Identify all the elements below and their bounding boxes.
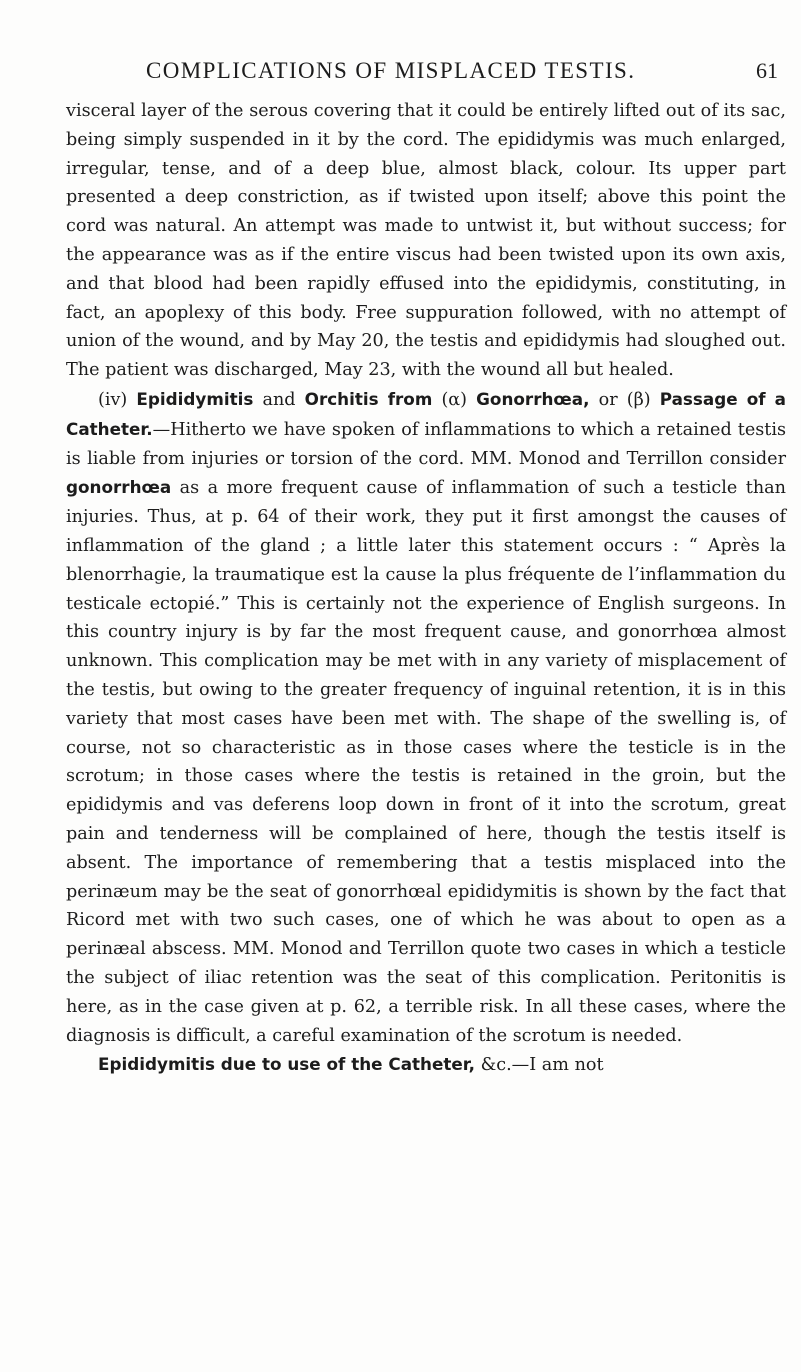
- body-text: [66, 97, 786, 1080]
- paragraph-text: —I am not: [511, 1055, 604, 1076]
- paragraph-continuation: [66, 97, 786, 385]
- heading-part: Orchitis from: [304, 388, 433, 409]
- heading-joiner: or: [598, 389, 618, 410]
- page-number: 61: [756, 58, 778, 83]
- paragraph-text: visceral layer of the serous covering that it could be entirely lifted out of its sac, being simply suspended in it by the cord. The epididymis was much enlarged, irregular, tense, and of a deep blue, almost black, colour. Its upper part presented a deep constriction, as if twisted upon itself; above this point the cord was natural. An attempt was made to untwist it, but without success; for the appearance was as if the entire viscus had been twisted upon its own axis, and that blood had been rapidly effused into the epididymis, constituting, in fact, an apoplexy of this body. Free suppuration followed, with no attempt of union of the wound, and by May 20, the testis and epididymis had sloughed out. The patient was discharged, May 23, with the wound all but healed.: [66, 101, 786, 381]
- section-iv-paragraph: [66, 385, 786, 1050]
- heading-part: Epididymitis: [136, 388, 254, 409]
- heading-tail: &c.: [480, 1055, 512, 1076]
- heading-joiner: and: [262, 389, 296, 410]
- heading-part: Gonorrhœa,: [476, 388, 590, 409]
- paragraph-text: as a more frequent cause of inflammation of such a testicle than injuries. Thus, at p. 64 of their work, they put it first amongst the causes of inflammation of the gland ; a little later this statement occurs : “ Après la blenorrhagie, la traumatique est la cause la plus fréquente de l’inflammation du testicale ectopié.” This is certainly not the experience of English surgeons. In this country injury is by far the most frequent cause, and gonorrhœa almost unknown. This complication may be met with in any variety of misplacement of the testis, but owing to the greater frequency of inguinal retention, it is in this variety that most cases have been met with. The shape of the swelling is, of course, not so characteristic as in those cases where the testicle is in the scrotum; in those cases where the testis is retained in the groin, but the epididymis and vas deferens loop down in front of it into the scrotum, great pain and tenderness will be complained of here, though the testis itself is absent. The importance of remembering that a testis misplaced into the perinæum may be the seat of gonorrhœal epididymitis is shown by the fact that Ricord met with two such cases, one of which he was about to open as a perinæal abscess. MM. Monod and Terrillon quote two cases in which a testicle the subject of iliac retention was the seat of this complication. Peritonitis is here, as in the case given at p. 62, a terrible risk. In all these cases, where the diagnosis is difficult, a careful examination of the scrotum is needed.: [66, 478, 786, 1046]
- section-heading: Epididymitis due to use of the Catheter,: [98, 1054, 475, 1075]
- section-number: (iv): [98, 389, 128, 410]
- emphasis-term: gonorrhœa: [66, 477, 172, 498]
- running-title: COMPLICATIONS OF MISPLACED TESTIS.: [146, 58, 636, 83]
- next-section-paragraph: [66, 1050, 786, 1080]
- heading-part: Passage of a Catheter.: [66, 388, 786, 439]
- running-head: [66, 58, 784, 88]
- heading-marker: (β): [626, 389, 651, 410]
- heading-marker: (α): [441, 389, 468, 410]
- paragraph-text: —Hitherto we have spoken of inflammations to which a retained testis is liable from injuries or torsion of the cord. MM. Monod and Terrillon consider: [66, 419, 786, 469]
